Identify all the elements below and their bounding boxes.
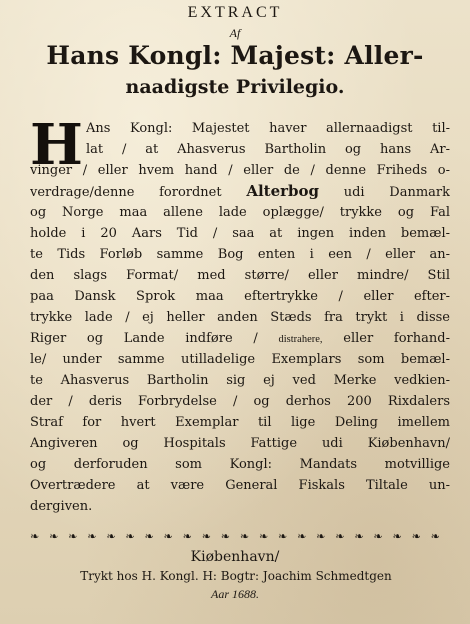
title-line-2: naadigste Privilegio. [125, 76, 345, 98]
text-line-12: le/ under samme utilladelige Exemplars som bemæl- [30, 352, 450, 367]
text-line-11-tail: eller forhand- [343, 331, 450, 346]
ornament-fleuron-icon: ❧ [201, 530, 211, 543]
text-line-19: dergiven. [30, 499, 93, 514]
text-line-14: der / deris Forbrydelse / og derhos 200 Rixdalers [30, 394, 450, 409]
ornament-fleuron-icon: ❧ [68, 530, 78, 543]
ornament-fleuron-icon: ❧ [373, 530, 383, 543]
ornament-fleuron-icon: ❧ [49, 530, 59, 543]
text-line-6: holde i 20 Aars Tid / saa at ingen inden bemæl- [30, 226, 450, 241]
ornament-fleuron-icon: ❧ [163, 530, 173, 543]
ornament-fleuron-icon: ❧ [297, 530, 307, 543]
ornament-fleuron-icon: ❧ [430, 530, 440, 543]
ornament-fleuron-icon: ❧ [278, 530, 288, 543]
text-line-17: og derforuden som Kongl: Mandats motvillige [30, 457, 450, 472]
text-line-1: Ans Kongl: Majestet haver allernaadigst til- [86, 121, 450, 136]
text-line-4-head: verdrage/denne forordnet [30, 185, 222, 200]
alterbog-word: Alterbog [246, 182, 320, 200]
text-line-11-head: Riger og Lande indføre / [30, 331, 258, 346]
ornament-fleuron-icon: ❧ [392, 530, 402, 543]
text-line-13: te Ahasverus Bartholin sig ej ved Merke vedkien- [30, 373, 450, 388]
privilege-text [30, 112, 450, 528]
drop-cap: H [30, 112, 83, 178]
text-line-7: te Tids Forløb samme Bog enten i een / eller an- [30, 247, 450, 262]
text-line-10: trykke lade / ej heller anden Stæds fra trykt i disse [30, 310, 450, 325]
text-line-4 [30, 181, 450, 202]
ornament-fleuron-icon: ❧ [335, 530, 345, 543]
ornament-fleuron-icon: ❧ [125, 530, 135, 543]
ornament-border [30, 530, 440, 544]
pre-title: EXTRACT [187, 4, 283, 21]
text-line-11 [30, 328, 450, 349]
ornament-fleuron-icon: ❧ [87, 530, 97, 543]
ornament-fleuron-icon: ❧ [258, 530, 269, 543]
ornament-fleuron-icon: ❧ [220, 530, 230, 543]
text-line-16: Angiveren og Hospitals Fattige udi Kiøbenhavn/ [30, 436, 450, 451]
ornament-fleuron-icon: ❧ [182, 530, 192, 543]
text-line-5: og Norge maa allene lade oplægge/ trykke og Fal [30, 205, 450, 220]
text-line-18: Overtrædere at være General Fiskals Tiltale un- [30, 478, 450, 493]
text-line-3: vinger / eller hvem hand / eller de / denne Friheds o- [30, 163, 450, 178]
imprint-printer: Trykt hos H. Kongl. H: Bogtr: Joachim Schmedtgen [80, 569, 392, 583]
ornament-fleuron-icon: ❧ [316, 530, 326, 543]
ornament-fleuron-icon: ❧ [144, 530, 154, 543]
ornament-fleuron-icon: ❧ [239, 530, 250, 543]
text-line-2: lat / at Ahasverus Bartholin og hans Ar- [86, 142, 450, 157]
distrahere-word: distrahere, [278, 334, 323, 345]
text-line-4-tail: udi Danmark [343, 185, 450, 200]
title-line-1: Hans Kongl: Majest: Aller- [46, 41, 424, 70]
imprint-place: Kiøbenhavn/ [190, 549, 280, 565]
ornament-fleuron-icon: ❧ [354, 530, 364, 543]
text-line-9: paa Dansk Sprok maa eftertrykke / eller efter- [30, 289, 450, 304]
af-label: Af [229, 26, 241, 40]
text-line-8: den slags Format/ med større/ eller mindre/ Stil [30, 268, 450, 283]
ornament-fleuron-icon: ❧ [106, 530, 116, 543]
imprint-year: Aar 1688. [211, 587, 259, 601]
text-line-15: Straf for hvert Exemplar til lige Deling imellem [30, 415, 450, 430]
ornament-fleuron-icon: ❧ [30, 530, 40, 543]
ornament-fleuron-icon: ❧ [411, 530, 421, 543]
